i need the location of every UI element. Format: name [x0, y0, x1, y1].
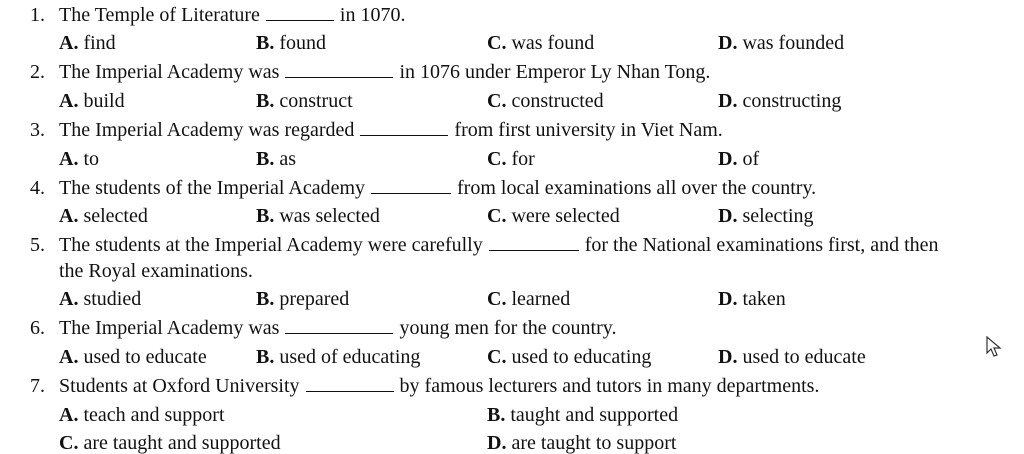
- question-text: The Temple of Literature in 1070.: [59, 4, 406, 26]
- question-text: The Imperial Academy was young men for the country.: [59, 317, 617, 339]
- question-text-continued: the Royal examinations.: [59, 260, 253, 282]
- option-b[interactable]: B. taught and supported: [487, 404, 679, 426]
- option-d[interactable]: D. are taught to support: [487, 432, 677, 454]
- question-text: The students of the Imperial Academy from local examinations all over the country.: [59, 177, 817, 199]
- option-c[interactable]: C. learned: [487, 288, 571, 310]
- option-d[interactable]: D. was founded: [718, 32, 845, 54]
- question-text: The students at the Imperial Academy were carefully for the National examinations first, and then: [59, 234, 939, 256]
- option-a[interactable]: A. selected: [59, 205, 148, 227]
- option-a[interactable]: A. build: [59, 90, 125, 112]
- question-text: Students at Oxford University by famous lecturers and tutors in many departments.: [59, 375, 820, 397]
- option-b[interactable]: B. found: [256, 32, 327, 54]
- option-c[interactable]: C. used to educating: [487, 346, 652, 368]
- option-a[interactable]: A. studied: [59, 288, 142, 310]
- option-d[interactable]: D. constructing: [718, 90, 842, 112]
- question-number: 5.: [30, 234, 45, 256]
- question-number: 6.: [30, 317, 45, 339]
- option-b[interactable]: B. prepared: [256, 288, 350, 310]
- question-number: 2.: [30, 61, 45, 83]
- option-a[interactable]: A. to: [59, 148, 100, 170]
- option-d[interactable]: D. selecting: [718, 205, 814, 227]
- option-b[interactable]: B. was selected: [256, 205, 380, 227]
- question-text: The Imperial Academy was regarded from first university in Viet Nam.: [59, 119, 723, 141]
- option-b[interactable]: B. used of educating: [256, 346, 421, 368]
- option-a[interactable]: A. used to educate: [59, 346, 207, 368]
- option-c[interactable]: C. were selected: [487, 205, 620, 227]
- question-number: 1.: [30, 4, 45, 26]
- option-a[interactable]: A. find: [59, 32, 116, 54]
- option-d[interactable]: D. of: [718, 148, 760, 170]
- option-c[interactable]: C. for: [487, 148, 535, 170]
- option-c[interactable]: C. are taught and supported: [59, 432, 281, 454]
- option-b[interactable]: B. as: [256, 148, 297, 170]
- question-number: 4.: [30, 177, 45, 199]
- question-number: 7.: [30, 375, 45, 397]
- question-number: 3.: [30, 119, 45, 141]
- option-a[interactable]: A. teach and support: [59, 404, 225, 426]
- option-c[interactable]: C. was found: [487, 32, 595, 54]
- question-text: The Imperial Academy was in 1076 under Emperor Ly Nhan Tong.: [59, 61, 711, 83]
- option-b[interactable]: B. construct: [256, 90, 353, 112]
- option-d[interactable]: D. used to educate: [718, 346, 866, 368]
- option-c[interactable]: C. constructed: [487, 90, 604, 112]
- option-d[interactable]: D. taken: [718, 288, 786, 310]
- mouse-pointer-icon: [986, 336, 1004, 358]
